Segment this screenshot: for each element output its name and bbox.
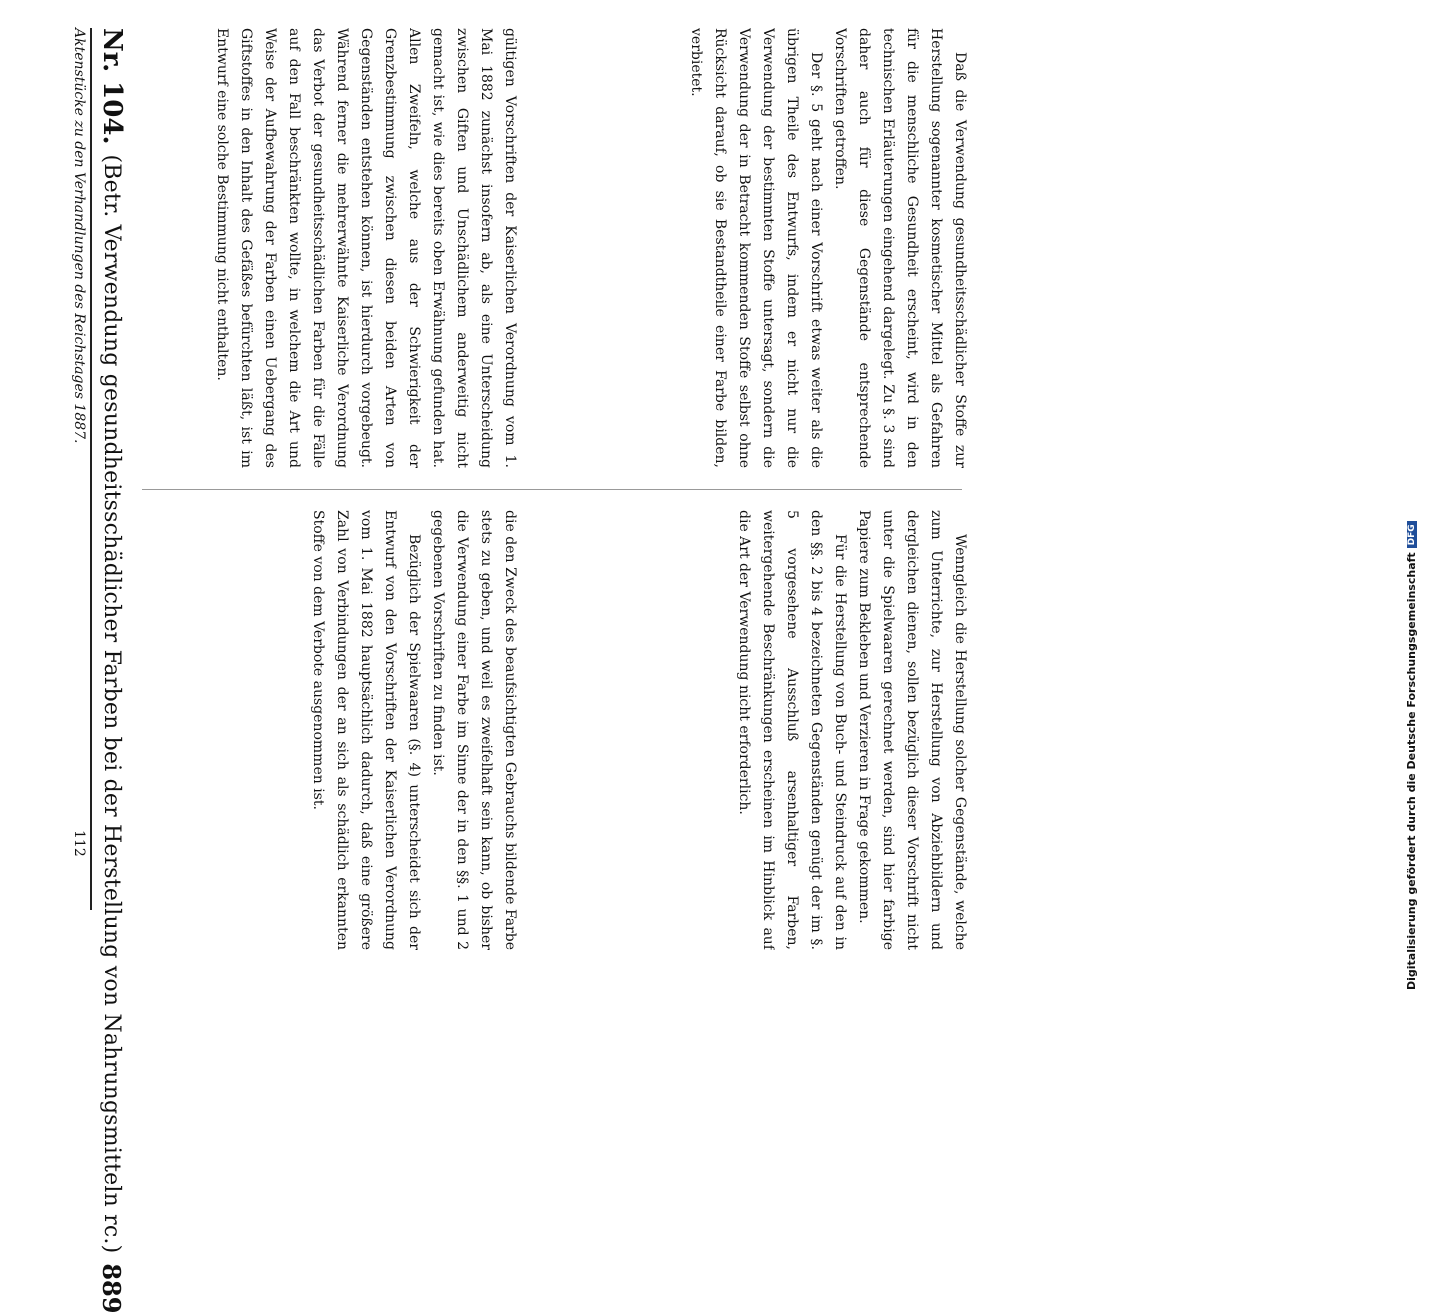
dfg-logo: DFG — [1407, 521, 1417, 548]
left-column-upper — [142, 28, 522, 468]
right-column-lower — [532, 510, 972, 950]
paragraph: Wenngleich die Herstellung solcher Gegenstände, welche zum Unterrichte, zur Herstellung von Abziehbildern und dergleichen dienen, sollen bezüglich dieser Vorschrift nicht unter die Spielwaaren gerechnet werden, sind hier farbige Papiere zum Bekleben und Verzieren in Frage gekommen. — [856, 510, 968, 950]
paragraph: die den Zweck des beaufsichtigten Gebrauchs bildende Farbe stets zu geben, und weil es zweifelhaft sein kann, ob bisher die Verwendung einer Farbe im Sinne der in den §§. 1 und 2 gegebenen Vorschriften zu finden ist. — [430, 510, 518, 950]
folio-number: 112 — [71, 830, 87, 857]
page-footer: Aktenstücke zu den Verhandlungen des Reichstages 1887. — [71, 28, 87, 444]
column-divider — [142, 489, 962, 490]
right-column-upper — [142, 510, 522, 950]
paragraph: Der §. 5 geht nach einer Vorschrift etwas weiter als die übrigen Theile des Entwurfs, indem er nicht nur die Verwendung der bestimmten Stoffe untersagt, sondern die Verwendung der in Betracht kommenden Stoffe selbst ohne Rücksicht darauf, ob sie Bestandtheile einer Farbe bilden, verbietet. — [688, 28, 824, 468]
document-title: (Betr. Verwendung gesundheitsschädlicher Farben bei der Herstellung von Nahrungsmitteln rc.) — [99, 154, 125, 1254]
document-number: Nr. 104. — [97, 28, 127, 145]
paragraph: Für die Herstellung von Buch- und Steindruck auf den in den §§. 2 bis 4 bezeichneten Gegenständen genügt der im §. 5 vorgesehene Ausschluß arsenhaltiger Farben, weitergehende Beschränkungen erscheinen im Hinblick auf die Art der Verwendung nicht erforderlich. — [736, 510, 848, 950]
page-header — [90, 28, 132, 1313]
credit-text: Digitalisierung gefördert durch die Deutsche Forschungsgemeinschaft — [1405, 552, 1418, 990]
paragraph: gültigen Vorschriften der Kaiserlichen Verordnung vom 1. Mai 1882 zunächst insofern ab, als eine Unterscheidung zwischen Giften und Unschädlichem anderweitig nicht gemacht ist, wie dies bereits oben Erwähnung gefunden hat. Allen Zweifeln, welche aus der Schwierigkeit der Grenzbestimmung zwischen diesen beiden Arten von Gegenständen entstehen können, ist hierdurch vorgebeugt. Während ferner die mehrerwähnte Kaiserliche Verordnung das Verbot der gesundheitsschädlichen Farben für die Fälle auf den Fall beschränkten wollte, in welchem die Art und Weise der Aufbewahrung der Farben einen Uebergang des Giftstoffes in den Inhalt des Gefäßes befürchten läßt, ist im Entwurf eine solche Bestimmung nicht enthalten. — [214, 28, 518, 468]
page-number: 889 — [97, 1263, 127, 1313]
paragraph: Daß die Verwendung gesundheitsschädlicher Stoffe zur Herstellung sogenannter kosmetischer Mittel als Gefahren für die menschliche Gesundheit erscheint, wird in den technischen Erläuterungen eingehend dargelegt. Zu §. 3 sind daher auch für diese Gegenstände entsprechende Vorschriften getroffen. — [832, 28, 968, 468]
left-column-lower — [532, 28, 972, 468]
digitization-credit — [1405, 521, 1418, 990]
paragraph: Bezüglich der Spielwaaren (§. 4) unterscheidet sich der Entwurf von den Vorschriften der Kaiserlichen Verordnung vom 1. Mai 1882 hauptsächlich dadurch, daß eine größere Zahl von Verbindungen der an sich als schädlich erkannten Stoffe von dem Verbote ausgenommen ist. — [310, 510, 422, 950]
